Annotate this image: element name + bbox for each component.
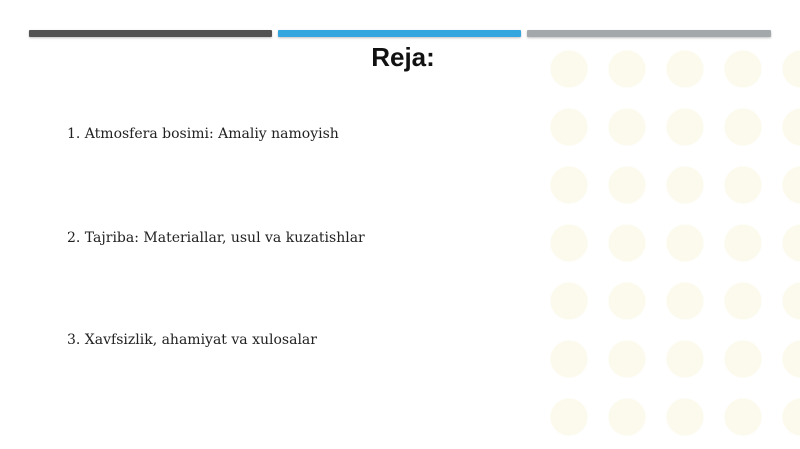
agenda-item-3: 3. Xavfsizlik, ahamiyat va xulosalar bbox=[67, 332, 317, 348]
agenda-item-1: 1. Atmosfera bosimi: Amaliy namoyish bbox=[67, 126, 339, 142]
header-bar-blue bbox=[278, 30, 521, 37]
header-bar-dark bbox=[29, 30, 272, 37]
agenda-item-2: 2. Tajriba: Materiallar, usul va kuzatishlar bbox=[67, 230, 365, 246]
background-pattern bbox=[540, 40, 800, 449]
slide-title: Reja: bbox=[371, 42, 435, 72]
header-bar-gray bbox=[527, 30, 771, 37]
